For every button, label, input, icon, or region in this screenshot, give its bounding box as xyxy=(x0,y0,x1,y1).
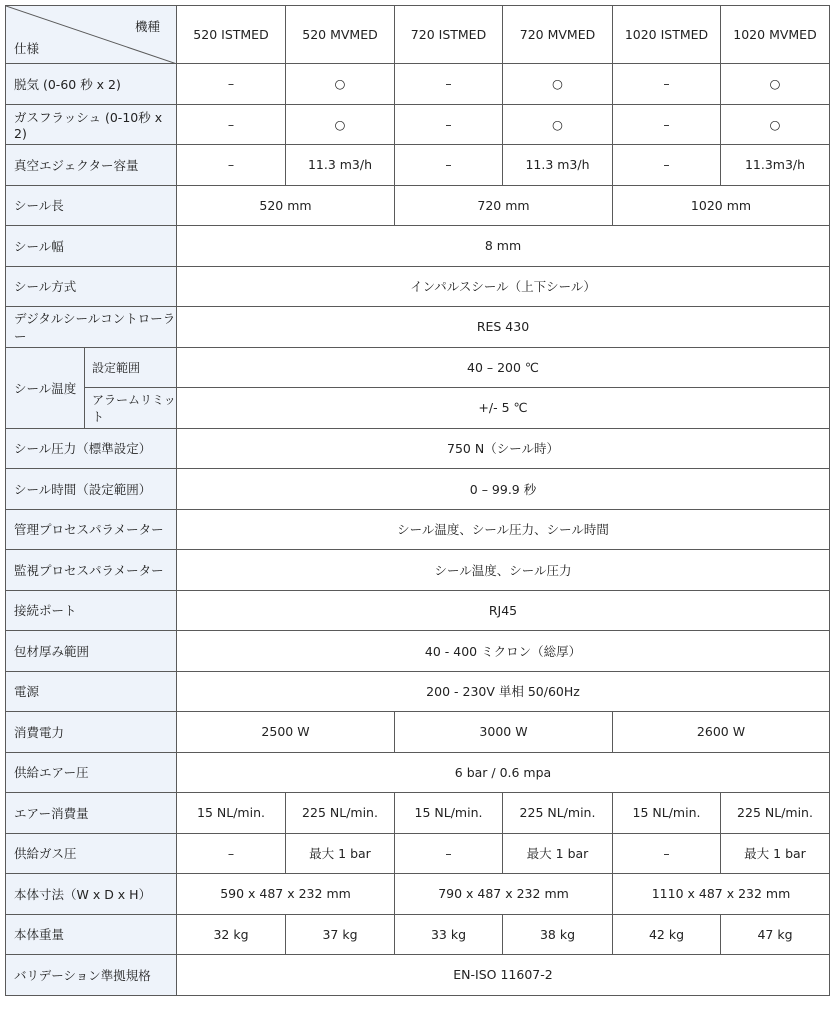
cell-value: – xyxy=(395,104,503,145)
cell-value: ○ xyxy=(503,64,613,105)
row-label: 包材厚み範囲 xyxy=(6,631,177,672)
cell-value: – xyxy=(177,64,286,105)
cell-value: – xyxy=(395,145,503,186)
row-label: 本体重量 xyxy=(6,914,177,955)
cell-value: 790 x 487 x 232 mm xyxy=(395,874,613,915)
cell-value: RJ45 xyxy=(177,590,830,631)
cell-value: – xyxy=(177,833,286,874)
header-row xyxy=(6,6,830,64)
table-row xyxy=(6,266,830,307)
cell-value: RES 430 xyxy=(177,307,830,348)
table-row xyxy=(6,712,830,753)
row-label: 電源 xyxy=(6,671,177,712)
cell-value: 1110 x 487 x 232 mm xyxy=(613,874,830,915)
spec-table xyxy=(5,5,830,996)
model-header: 720 MVMED xyxy=(503,6,613,64)
cell-value: 15 NL/min. xyxy=(177,793,286,834)
table-row xyxy=(6,914,830,955)
table-row xyxy=(6,631,830,672)
cell-value: 750 N（シール時） xyxy=(177,428,830,469)
cell-value: ○ xyxy=(721,64,830,105)
table-row xyxy=(6,64,830,105)
row-label: 真空エジェクター容量 xyxy=(6,145,177,186)
cell-value: 15 NL/min. xyxy=(613,793,721,834)
cell-value: ○ xyxy=(286,104,395,145)
cell-value: 37 kg xyxy=(286,914,395,955)
cell-value: 11.3 m3/h xyxy=(286,145,395,186)
cell-value: 2500 W xyxy=(177,712,395,753)
table-row xyxy=(6,388,830,429)
model-header: 720 ISTMED xyxy=(395,6,503,64)
cell-value: 225 NL/min. xyxy=(721,793,830,834)
row-label: 消費電力 xyxy=(6,712,177,753)
model-header: 520 MVMED xyxy=(286,6,395,64)
cell-value: ○ xyxy=(721,104,830,145)
cell-value: シール温度、シール圧力、シール時間 xyxy=(177,509,830,550)
corner-spec-label: 仕様 xyxy=(14,41,40,56)
table-row xyxy=(6,226,830,267)
cell-value: 8 mm xyxy=(177,226,830,267)
cell-value: 11.3m3/h xyxy=(721,145,830,186)
model-header: 1020 MVMED xyxy=(721,6,830,64)
row-label: 供給エアー圧 xyxy=(6,752,177,793)
cell-value: 最大 1 bar xyxy=(503,833,613,874)
table-row xyxy=(6,874,830,915)
cell-value: 590 x 487 x 232 mm xyxy=(177,874,395,915)
row-label: エアー消費量 xyxy=(6,793,177,834)
model-header: 1020 ISTMED xyxy=(613,6,721,64)
row-label: 供給ガス圧 xyxy=(6,833,177,874)
cell-value: 11.3 m3/h xyxy=(503,145,613,186)
cell-value: 最大 1 bar xyxy=(286,833,395,874)
table-row xyxy=(6,104,830,145)
table-row xyxy=(6,752,830,793)
table-row xyxy=(6,509,830,550)
cell-value: 33 kg xyxy=(395,914,503,955)
cell-value: 6 bar / 0.6 mpa xyxy=(177,752,830,793)
cell-value: – xyxy=(395,64,503,105)
row-label: 監視プロセスパラメーター xyxy=(6,550,177,591)
row-label: シール温度 xyxy=(6,347,85,428)
table-row xyxy=(6,347,830,388)
table-row xyxy=(6,955,830,996)
row-label: バリデーション準拠規格 xyxy=(6,955,177,996)
table-row xyxy=(6,793,830,834)
row-label: シール時間（設定範囲） xyxy=(6,469,177,510)
row-label: 脱気 (0-60 秒 x 2) xyxy=(6,64,177,105)
corner-model-label: 機種 xyxy=(134,19,160,34)
table-row xyxy=(6,550,830,591)
cell-value: 1020 mm xyxy=(613,185,830,226)
cell-value: – xyxy=(613,833,721,874)
table-row xyxy=(6,185,830,226)
cell-value: 38 kg xyxy=(503,914,613,955)
cell-value: 40 – 200 ℃ xyxy=(177,347,830,388)
table-row xyxy=(6,590,830,631)
cell-value: 32 kg xyxy=(177,914,286,955)
model-header: 520 ISTMED xyxy=(177,6,286,64)
cell-value: 200 - 230V 単相 50/60Hz xyxy=(177,671,830,712)
cell-value: 40 - 400 ミクロン（総厚） xyxy=(177,631,830,672)
cell-value: 42 kg xyxy=(613,914,721,955)
row-label: デジタルシールコントローラー xyxy=(6,307,177,348)
sub-row-label: 設定範囲 xyxy=(85,347,177,388)
cell-value: 15 NL/min. xyxy=(395,793,503,834)
table-row xyxy=(6,833,830,874)
cell-value: – xyxy=(613,64,721,105)
cell-value: +/- 5 ℃ xyxy=(177,388,830,429)
row-label: 管理プロセスパラメーター xyxy=(6,509,177,550)
row-label: 接続ポート xyxy=(6,590,177,631)
row-label: シール長 xyxy=(6,185,177,226)
cell-value: 225 NL/min. xyxy=(503,793,613,834)
cell-value: 最大 1 bar xyxy=(721,833,830,874)
row-label: シール幅 xyxy=(6,226,177,267)
row-label: シール方式 xyxy=(6,266,177,307)
cell-value: 3000 W xyxy=(395,712,613,753)
cell-value: 0 – 99.9 秒 xyxy=(177,469,830,510)
cell-value: – xyxy=(613,104,721,145)
row-label: 本体寸法（W x D x H） xyxy=(6,874,177,915)
cell-value: 47 kg xyxy=(721,914,830,955)
row-label: シール圧力（標準設定） xyxy=(6,428,177,469)
cell-value: – xyxy=(395,833,503,874)
cell-value: 225 NL/min. xyxy=(286,793,395,834)
header-corner-cell xyxy=(6,6,177,64)
cell-value: インパルスシール（上下シール） xyxy=(177,266,830,307)
table-row xyxy=(6,469,830,510)
table-row xyxy=(6,671,830,712)
cell-value: – xyxy=(177,145,286,186)
cell-value: ○ xyxy=(286,64,395,105)
table-row xyxy=(6,145,830,186)
cell-value: EN-ISO 11607-2 xyxy=(177,955,830,996)
sub-row-label: アラームリミット xyxy=(85,388,177,429)
cell-value: 2600 W xyxy=(613,712,830,753)
cell-value: – xyxy=(613,145,721,186)
cell-value: シール温度、シール圧力 xyxy=(177,550,830,591)
cell-value: 720 mm xyxy=(395,185,613,226)
row-label: ガスフラッシュ (0-10秒 x 2) xyxy=(6,104,177,145)
table-row xyxy=(6,307,830,348)
cell-value: – xyxy=(177,104,286,145)
table-row xyxy=(6,428,830,469)
cell-value: 520 mm xyxy=(177,185,395,226)
cell-value: ○ xyxy=(503,104,613,145)
